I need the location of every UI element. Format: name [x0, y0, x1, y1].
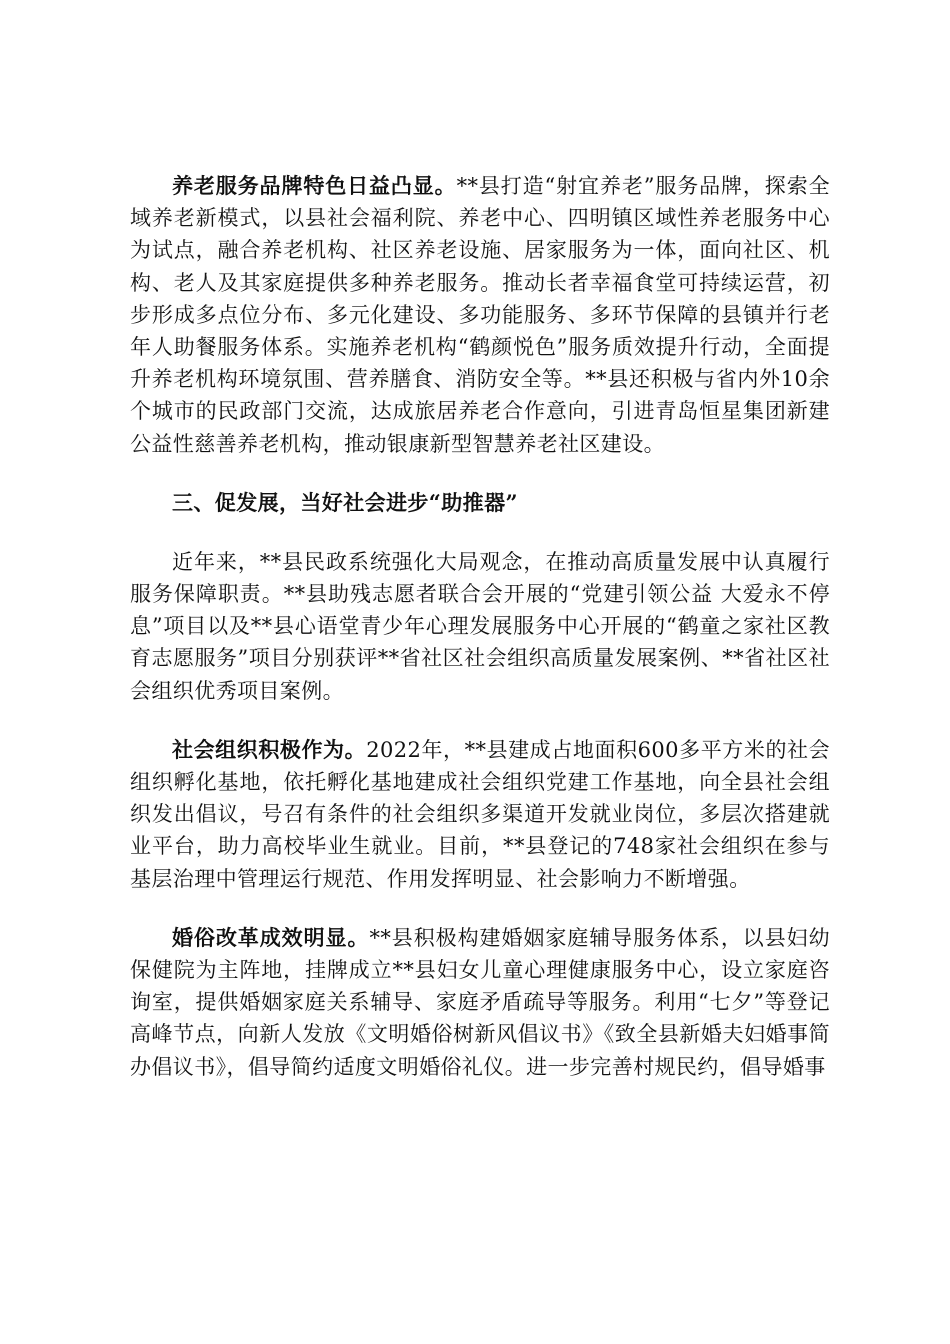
document-page	[130, 170, 830, 1083]
paragraph-body: **县打造“射宜养老”服务品牌，探索全域养老新模式，以县社会福利院、养老中心、四明镇区域性养老服务中心为试点，融合养老机构、社区养老设施、居家服务为一体，面向社区、机构、老人及其家庭提供多种养老服务。推动长者幸福食堂可持续运营，初步形成多点位分布、多元化建设、多功能服务、多环节保障的县镇并行老年人助餐服务体系。实施养老机构“鹤颜悦色”服务质效提升行动，全面提升养老机构环境氛围、营养膳食、消防安全等。**县还积极与省内外10余个城市的民政部门交流，达成旅居养老合作意向，引进青岛恒星集团新建公益性慈善养老机构，推动银康新型智慧养老社区建设。	[130, 174, 830, 456]
paragraph-body: 近年来，**县民政系统强化大局观念，在推动高质量发展中认真履行服务保障职责。**县助残志愿者联合会开展的“党建引领公益 大爱永不停息”项目以及**县心语堂青少年心理发展服务中心开展的“鹤童之家社区教育志愿服务”项目分别获评**省社区社会组织高质量发展案例、**省社区社会组织优秀项目案例。	[130, 549, 830, 703]
paragraph-elderly-care-brand	[130, 170, 830, 460]
paragraph-body: 2022年，**县建成占地面积600多平方米的社会组织孵化基地，依托孵化基地建成社会组织党建工作基地，向全县社会组织发出倡议，号召有条件的社会组织多渠道开发就业岗位，多层次搭建就业平台，助力高校毕业生就业。目前，**县登记的748家社会组织在参与基层治理中管理运行规范、作用发挥明显、社会影响力不断增强。	[130, 737, 830, 891]
paragraph-lead-title: 社会组织积极作为。	[172, 736, 367, 762]
paragraph-body: **县积极构建婚姻家庭辅导服务体系，以县妇幼保健院为主阵地，挂牌成立**县妇女儿童心理健康服务中心，设立家庭咨询室，提供婚姻家庭关系辅导、家庭矛盾疏导等服务。利用“七夕”等登记高峰节点，向新人发放《文明婚俗树新风倡议书》《致全县新婚夫妇婚事简办倡议书》，倡导简约适度文明婚俗礼仪。进一步完善村规民约，倡导婚事	[130, 925, 830, 1079]
section-heading-3: 三、促发展，当好社会进步“助推器”	[172, 489, 518, 515]
paragraph-social-organizations	[130, 734, 830, 895]
paragraph-lead-title: 养老服务品牌特色日益凸显。	[172, 173, 457, 198]
paragraph-development-intro	[130, 546, 830, 707]
paragraph-lead-title: 婚俗改革成效明显。	[172, 924, 370, 950]
paragraph-marriage-reform	[130, 922, 830, 1083]
